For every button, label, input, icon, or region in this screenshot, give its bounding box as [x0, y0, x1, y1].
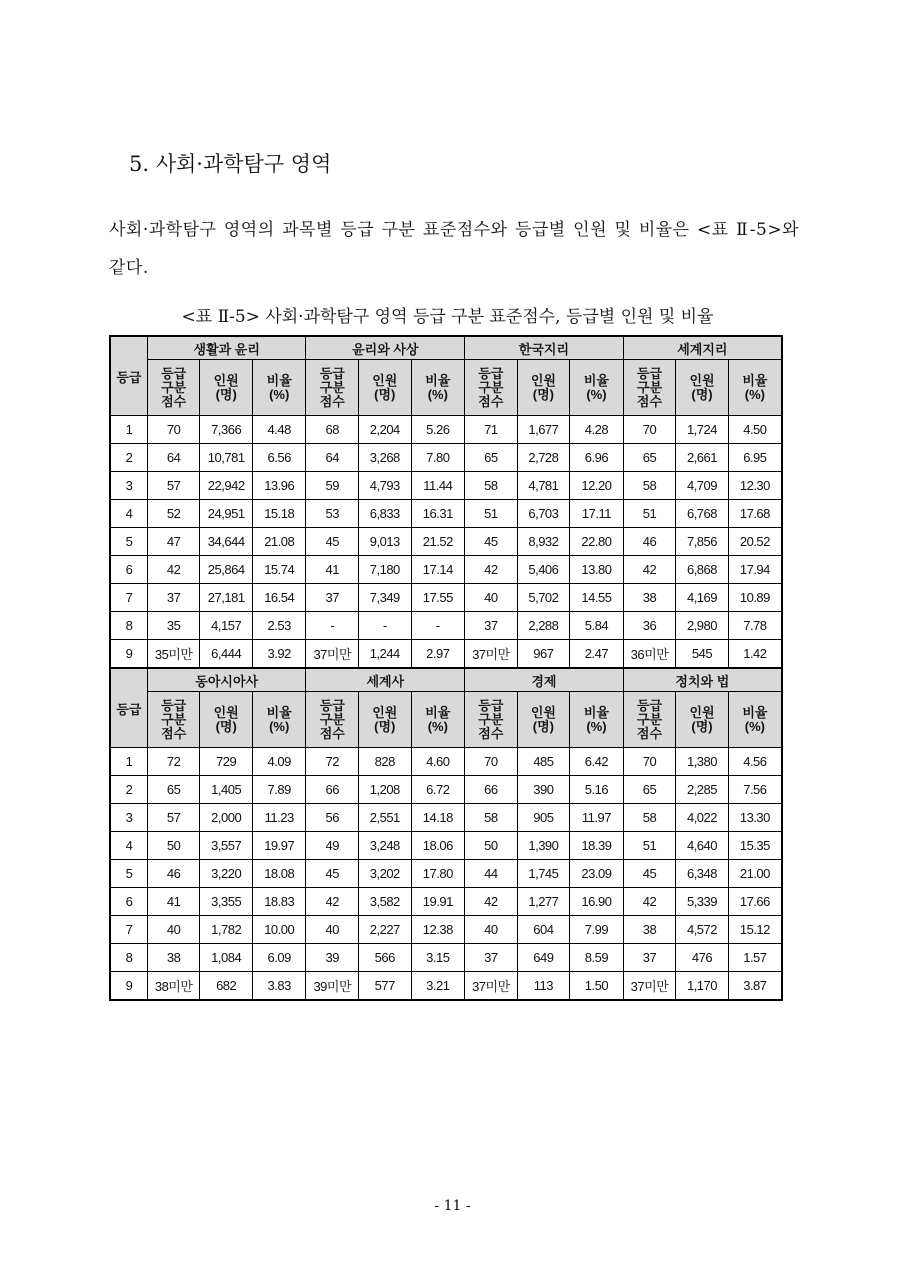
table-cell: 35미만 [147, 640, 200, 669]
table-cell: 7,349 [359, 584, 412, 612]
table-cell: 6,703 [517, 500, 570, 528]
table-caption-text: <표 Ⅱ-5> 사회·과학탐구 영역 등급 구분 표준점수, 등급별 인원 및 비율 [181, 307, 714, 327]
table-cell: 2,661 [676, 444, 729, 472]
table-cell: 8,932 [517, 528, 570, 556]
table-cell: 6.09 [252, 944, 306, 972]
table-cell: 38 [623, 916, 676, 944]
subject-header-row [110, 668, 782, 692]
column-header-ratio: 비율 (%) [411, 360, 465, 416]
table-cell: 19.97 [252, 832, 306, 860]
table-cell: 23.09 [570, 860, 624, 888]
grade-cell: 1 [110, 748, 147, 776]
table-cell: 4,022 [676, 804, 729, 832]
grade-cell: 9 [110, 972, 147, 1001]
table-cell: 40 [147, 916, 200, 944]
table-cell: 729 [200, 748, 253, 776]
table-cell: 17.80 [411, 860, 465, 888]
table-cell: 58 [623, 472, 676, 500]
table-cell: 4.60 [411, 748, 465, 776]
table-cell: 16.54 [252, 584, 306, 612]
table-cell: 37미만 [465, 972, 518, 1001]
table-cell: 6.95 [728, 444, 782, 472]
table-cell: 3,202 [359, 860, 412, 888]
table-row [110, 972, 782, 1001]
table-cell: 2.47 [570, 640, 624, 669]
table-cell: 577 [359, 972, 412, 1001]
table-caption [0, 302, 905, 327]
table-cell: 39 [306, 944, 359, 972]
table-cell: 7.56 [728, 776, 782, 804]
table-cell: 44 [465, 860, 518, 888]
table-cell: 13.30 [728, 804, 782, 832]
table-cell: 7,856 [676, 528, 729, 556]
grade-cell: 7 [110, 584, 147, 612]
column-header-cut: 등급 구분 점수 [465, 692, 518, 748]
table-cell: 38 [623, 584, 676, 612]
table-cell: 1.57 [728, 944, 782, 972]
table-cell: - [306, 612, 359, 640]
column-header-cut: 등급 구분 점수 [623, 692, 676, 748]
table-cell: 12.38 [411, 916, 465, 944]
table-row [110, 472, 782, 500]
table-cell: 66 [306, 776, 359, 804]
table-cell: 7.99 [570, 916, 624, 944]
table-row [110, 416, 782, 444]
table-cell: 6,833 [359, 500, 412, 528]
table-cell: - [411, 612, 465, 640]
table-cell: 72 [147, 748, 200, 776]
grade-cell: 4 [110, 832, 147, 860]
table-row [110, 832, 782, 860]
table-row [110, 860, 782, 888]
table-cell: 14.18 [411, 804, 465, 832]
table-cell: 8.59 [570, 944, 624, 972]
table-cell: 2,227 [359, 916, 412, 944]
table-cell: 37미만 [623, 972, 676, 1001]
subject-header: 윤리와 사상 [306, 336, 465, 360]
table-cell: 39미만 [306, 972, 359, 1001]
table-cell: 5,702 [517, 584, 570, 612]
table-cell: 51 [623, 832, 676, 860]
grade-cell: 6 [110, 888, 147, 916]
table-cell: 476 [676, 944, 729, 972]
grade-cell: 1 [110, 416, 147, 444]
table-cell: 6.96 [570, 444, 624, 472]
column-header-ratio: 비율 (%) [252, 360, 306, 416]
table-cell: 58 [465, 472, 518, 500]
table-cell: 51 [623, 500, 676, 528]
table-cell: 2,728 [517, 444, 570, 472]
table-cell: 10,781 [200, 444, 253, 472]
table-cell: 40 [465, 916, 518, 944]
table-cell: 11.44 [411, 472, 465, 500]
table-cell: 70 [465, 748, 518, 776]
table-cell: 485 [517, 748, 570, 776]
table-cell: 12.20 [570, 472, 624, 500]
table-cell: 17.94 [728, 556, 782, 584]
table-cell: 38미만 [147, 972, 200, 1001]
subject-header-row [110, 336, 782, 360]
intro-paragraph: 사회·과학탐구 영역의 과목별 등급 구분 표준점수와 등급별 인원 및 비율은 <표 Ⅱ-5>와 같다. [109, 220, 799, 278]
table-cell: 1,208 [359, 776, 412, 804]
grade-header: 등급 [110, 336, 147, 416]
table-cell: 19.91 [411, 888, 465, 916]
subject-header: 생활과 윤리 [147, 336, 306, 360]
table-cell: 42 [147, 556, 200, 584]
table-cell: 1,170 [676, 972, 729, 1001]
subject-header: 경제 [465, 668, 624, 692]
table-cell: 42 [623, 888, 676, 916]
table-row [110, 804, 782, 832]
table-cell: 3.92 [252, 640, 306, 669]
table-cell: 66 [465, 776, 518, 804]
table-cell: 16.31 [411, 500, 465, 528]
table-cell: 15.18 [252, 500, 306, 528]
table-cell: 38 [147, 944, 200, 972]
table-cell: 3.83 [252, 972, 306, 1001]
column-header-cut: 등급 구분 점수 [306, 360, 359, 416]
table-cell: 10.00 [252, 916, 306, 944]
table-cell: 65 [623, 444, 676, 472]
table-cell: 3.15 [411, 944, 465, 972]
table-cell: 7,366 [200, 416, 253, 444]
table-cell: 58 [465, 804, 518, 832]
table-cell: 967 [517, 640, 570, 669]
table-cell: 1,677 [517, 416, 570, 444]
column-header-ratio: 비율 (%) [570, 360, 624, 416]
table-cell: 34,644 [200, 528, 253, 556]
table-row [110, 556, 782, 584]
column-header-row [110, 360, 782, 416]
table-cell: 42 [306, 888, 359, 916]
table-cell: 37 [465, 944, 518, 972]
table-cell: 4,157 [200, 612, 253, 640]
table-cell: 51 [465, 500, 518, 528]
table-cell: 46 [147, 860, 200, 888]
table-cell: 3.87 [728, 972, 782, 1001]
table-cell: 4.28 [570, 416, 624, 444]
column-header-cut: 등급 구분 점수 [306, 692, 359, 748]
table-cell: 70 [623, 748, 676, 776]
table-cell: 4,640 [676, 832, 729, 860]
table-cell: 1,745 [517, 860, 570, 888]
table-cell: 45 [306, 860, 359, 888]
column-header-ratio: 비율 (%) [728, 692, 782, 748]
table-cell: 5.26 [411, 416, 465, 444]
subject-header: 정치와 법 [623, 668, 782, 692]
table-cell: 2,204 [359, 416, 412, 444]
table-cell: 45 [623, 860, 676, 888]
table-cell: 22,942 [200, 472, 253, 500]
table-cell: 46 [623, 528, 676, 556]
table-row [110, 776, 782, 804]
table-cell: 12.30 [728, 472, 782, 500]
table-cell: 3,268 [359, 444, 412, 472]
table-cell: 64 [147, 444, 200, 472]
table-cell: 57 [147, 804, 200, 832]
table-cell: 7.78 [728, 612, 782, 640]
table-cell: 5.84 [570, 612, 624, 640]
table-cell: 18.83 [252, 888, 306, 916]
table-cell: 52 [147, 500, 200, 528]
table-cell: - [359, 612, 412, 640]
grade-cell: 6 [110, 556, 147, 584]
table-cell: 4,169 [676, 584, 729, 612]
table-row [110, 584, 782, 612]
table-cell: 4,709 [676, 472, 729, 500]
table-cell: 45 [306, 528, 359, 556]
table-cell: 13.96 [252, 472, 306, 500]
column-header-count: 인원 (명) [200, 360, 253, 416]
table-cell: 47 [147, 528, 200, 556]
table-cell: 45 [465, 528, 518, 556]
page-number: - 11 - [434, 1198, 471, 1214]
table-cell: 40 [465, 584, 518, 612]
table-cell: 40 [306, 916, 359, 944]
table-cell: 35 [147, 612, 200, 640]
table-cell: 4.09 [252, 748, 306, 776]
column-header-ratio: 비율 (%) [252, 692, 306, 748]
table-cell: 3,355 [200, 888, 253, 916]
table-row [110, 500, 782, 528]
table-cell: 36미만 [623, 640, 676, 669]
table-cell: 13.80 [570, 556, 624, 584]
table-cell: 36 [623, 612, 676, 640]
table-cell: 113 [517, 972, 570, 1001]
table-cell: 1,244 [359, 640, 412, 669]
table-cell: 3.21 [411, 972, 465, 1001]
table-cell: 545 [676, 640, 729, 669]
table-cell: 4.50 [728, 416, 782, 444]
table-cell: 71 [465, 416, 518, 444]
table-cell: 5,339 [676, 888, 729, 916]
table-cell: 18.08 [252, 860, 306, 888]
table-cell: 4,572 [676, 916, 729, 944]
table-cell: 41 [306, 556, 359, 584]
section-heading: 5. 사회·과학탐구 영역 [129, 152, 332, 176]
grade-cell: 5 [110, 860, 147, 888]
table-cell: 17.66 [728, 888, 782, 916]
table-cell: 21.00 [728, 860, 782, 888]
table-row [110, 640, 782, 669]
table-cell: 50 [465, 832, 518, 860]
table-cell: 390 [517, 776, 570, 804]
table-cell: 11.97 [570, 804, 624, 832]
table-cell: 6.42 [570, 748, 624, 776]
table-cell: 604 [517, 916, 570, 944]
table-cell: 57 [147, 472, 200, 500]
grade-header: 등급 [110, 668, 147, 748]
table-row [110, 528, 782, 556]
table-cell: 2,285 [676, 776, 729, 804]
column-header-count: 인원 (명) [676, 692, 729, 748]
table-cell: 1.42 [728, 640, 782, 669]
column-header-count: 인원 (명) [359, 360, 412, 416]
table-cell: 22.80 [570, 528, 624, 556]
table-cell: 18.06 [411, 832, 465, 860]
table-cell: 65 [465, 444, 518, 472]
table-cell: 4.48 [252, 416, 306, 444]
table-cell: 16.90 [570, 888, 624, 916]
table-cell: 4.56 [728, 748, 782, 776]
table-cell: 64 [306, 444, 359, 472]
table-cell: 2,000 [200, 804, 253, 832]
table-cell: 72 [306, 748, 359, 776]
column-header-row [110, 692, 782, 748]
table-cell: 41 [147, 888, 200, 916]
grade-table-body [110, 336, 782, 1000]
table-cell: 11.23 [252, 804, 306, 832]
table-cell: 65 [623, 776, 676, 804]
grade-cell: 9 [110, 640, 147, 669]
column-header-ratio: 비율 (%) [411, 692, 465, 748]
table-cell: 2,288 [517, 612, 570, 640]
table-cell: 17.11 [570, 500, 624, 528]
table-cell: 37미만 [465, 640, 518, 669]
table-cell: 1,782 [200, 916, 253, 944]
table-cell: 1,380 [676, 748, 729, 776]
table-cell: 37 [623, 944, 676, 972]
table-cell: 7.80 [411, 444, 465, 472]
grade-cell: 7 [110, 916, 147, 944]
table-cell: 42 [465, 556, 518, 584]
table-cell: 1,390 [517, 832, 570, 860]
grade-cell: 8 [110, 944, 147, 972]
column-header-cut: 등급 구분 점수 [147, 360, 200, 416]
column-header-cut: 등급 구분 점수 [623, 360, 676, 416]
table-cell: 37 [306, 584, 359, 612]
table-cell: 566 [359, 944, 412, 972]
table-cell: 9,013 [359, 528, 412, 556]
table-row [110, 916, 782, 944]
grade-cell: 3 [110, 472, 147, 500]
column-header-ratio: 비율 (%) [570, 692, 624, 748]
table-cell: 42 [465, 888, 518, 916]
table-cell: 15.35 [728, 832, 782, 860]
table-cell: 50 [147, 832, 200, 860]
table-cell: 37 [465, 612, 518, 640]
table-row [110, 944, 782, 972]
table-cell: 37 [147, 584, 200, 612]
subject-header: 동아시아사 [147, 668, 306, 692]
table-cell: 3,582 [359, 888, 412, 916]
table-cell: 4,793 [359, 472, 412, 500]
table-cell: 1,724 [676, 416, 729, 444]
table-cell: 20.52 [728, 528, 782, 556]
column-header-count: 인원 (명) [200, 692, 253, 748]
table-cell: 53 [306, 500, 359, 528]
table-cell: 649 [517, 944, 570, 972]
table-cell: 905 [517, 804, 570, 832]
table-cell: 70 [147, 416, 200, 444]
table-row [110, 444, 782, 472]
table-cell: 14.55 [570, 584, 624, 612]
table-cell: 15.12 [728, 916, 782, 944]
table-cell: 6.56 [252, 444, 306, 472]
table-cell: 3,220 [200, 860, 253, 888]
grade-cell: 8 [110, 612, 147, 640]
grade-cell: 2 [110, 444, 147, 472]
table-cell: 3,248 [359, 832, 412, 860]
table-cell: 65 [147, 776, 200, 804]
table-cell: 24,951 [200, 500, 253, 528]
table-cell: 6,348 [676, 860, 729, 888]
table-cell: 1,084 [200, 944, 253, 972]
table-cell: 6,868 [676, 556, 729, 584]
column-header-count: 인원 (명) [676, 360, 729, 416]
table-cell: 15.74 [252, 556, 306, 584]
table-cell: 17.14 [411, 556, 465, 584]
table-cell: 21.52 [411, 528, 465, 556]
table-row [110, 612, 782, 640]
table-cell: 17.55 [411, 584, 465, 612]
table-cell: 2.53 [252, 612, 306, 640]
column-header-count: 인원 (명) [359, 692, 412, 748]
subject-header: 세계사 [306, 668, 465, 692]
table-cell: 5,406 [517, 556, 570, 584]
table-cell: 682 [200, 972, 253, 1001]
table-cell: 7,180 [359, 556, 412, 584]
table-row [110, 748, 782, 776]
table-cell: 49 [306, 832, 359, 860]
grade-cell: 2 [110, 776, 147, 804]
column-header-cut: 등급 구분 점수 [147, 692, 200, 748]
table-cell: 6,768 [676, 500, 729, 528]
table-cell: 10.89 [728, 584, 782, 612]
table-cell: 7.89 [252, 776, 306, 804]
table-cell: 828 [359, 748, 412, 776]
table-cell: 56 [306, 804, 359, 832]
table-cell: 59 [306, 472, 359, 500]
table-cell: 17.68 [728, 500, 782, 528]
column-header-count: 인원 (명) [517, 692, 570, 748]
grade-cell: 5 [110, 528, 147, 556]
table-cell: 58 [623, 804, 676, 832]
table-cell: 6.72 [411, 776, 465, 804]
table-cell: 2,551 [359, 804, 412, 832]
table-cell: 25,864 [200, 556, 253, 584]
grade-table [109, 335, 783, 1001]
column-header-count: 인원 (명) [517, 360, 570, 416]
table-cell: 68 [306, 416, 359, 444]
table-cell: 6,444 [200, 640, 253, 669]
column-header-cut: 등급 구분 점수 [465, 360, 518, 416]
table-cell: 37미만 [306, 640, 359, 669]
grade-cell: 3 [110, 804, 147, 832]
table-cell: 3,557 [200, 832, 253, 860]
column-header-ratio: 비율 (%) [728, 360, 782, 416]
table-row [110, 888, 782, 916]
table-cell: 42 [623, 556, 676, 584]
table-cell: 2,980 [676, 612, 729, 640]
table-cell: 2.97 [411, 640, 465, 669]
table-cell: 1,277 [517, 888, 570, 916]
table-cell: 1.50 [570, 972, 624, 1001]
table-cell: 5.16 [570, 776, 624, 804]
table-cell: 1,405 [200, 776, 253, 804]
table-cell: 27,181 [200, 584, 253, 612]
table-cell: 18.39 [570, 832, 624, 860]
table-cell: 70 [623, 416, 676, 444]
table-cell: 21.08 [252, 528, 306, 556]
subject-header: 한국지리 [465, 336, 624, 360]
table-cell: 4,781 [517, 472, 570, 500]
grade-cell: 4 [110, 500, 147, 528]
subject-header: 세계지리 [623, 336, 782, 360]
